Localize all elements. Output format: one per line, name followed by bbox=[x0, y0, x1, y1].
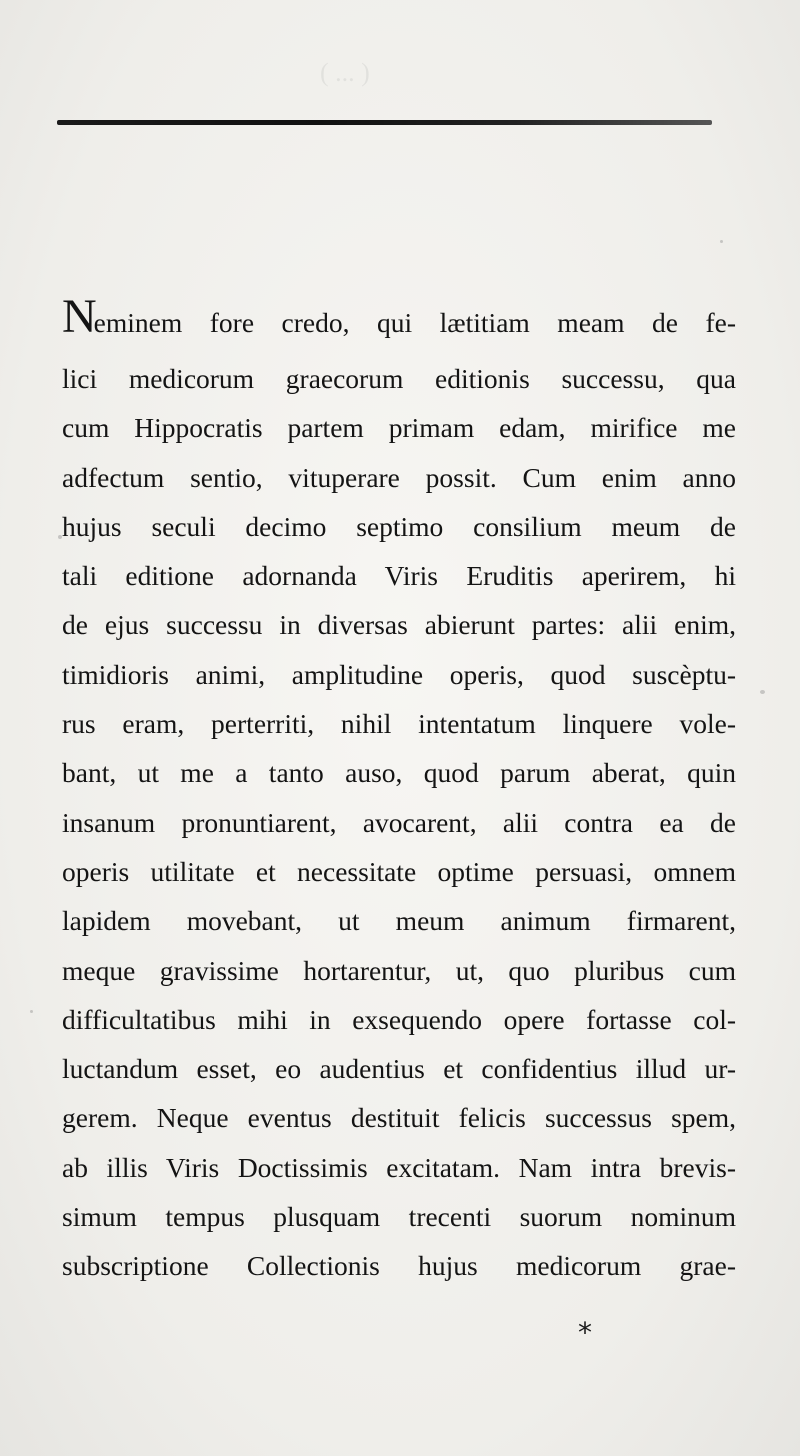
text-line: operis utilitate et necessitate optime persuasi, omnem bbox=[62, 855, 736, 887]
text-line: tali editione adornanda Viris Eruditis aperirem, hi bbox=[62, 560, 736, 592]
paper-speck bbox=[30, 1010, 33, 1013]
text-line: de ejus successu in diversas abierunt partes: alii enim, bbox=[62, 609, 736, 641]
paper-speck bbox=[760, 690, 765, 694]
text-line: difficultatibus mihi in exsequendo opere fortasse col- bbox=[62, 1003, 736, 1035]
text-line: timidioris animi, amplitudine operis, quod suscèptu- bbox=[62, 658, 736, 690]
text-line: ab illis Viris Doctissimis excitatam. Nam intra brevis- bbox=[62, 1151, 736, 1183]
header-rule bbox=[57, 120, 712, 125]
text-line-1-rest: eminem fore credo, qui lætitiam meam de fe- bbox=[93, 307, 736, 338]
text-line: lapidem movebant, ut meum animum firmarent, bbox=[62, 905, 736, 937]
text-line: luctandum esset, eo audentius et confidentius illud ur- bbox=[62, 1053, 736, 1085]
signature-mark: * bbox=[578, 1316, 592, 1349]
text-line: subscriptione Collectionis hujus medicorum grae- bbox=[62, 1250, 736, 1282]
text-line: adfectum sentio, vituperare possit. Cum enim anno bbox=[62, 461, 736, 493]
text-line-1 bbox=[62, 292, 736, 354]
body-text bbox=[62, 292, 736, 1291]
text-line: cum Hippocratis partem primam edam, mirifice me bbox=[62, 412, 736, 444]
text-line: rus eram, perterriti, nihil intentatum linquere vole- bbox=[62, 708, 736, 740]
text-line: lici medicorum graecorum editionis successu, qua bbox=[62, 363, 736, 394]
text-line: gerem. Neque eventus destituit felicis successus spem, bbox=[62, 1102, 736, 1134]
text-line: simum tempus plusquam trecenti suorum nominum bbox=[62, 1201, 736, 1233]
paper-speck bbox=[58, 535, 62, 539]
bleed-through-header: ( ... ) bbox=[320, 58, 370, 87]
text-line: insanum pronuntiarent, avocarent, alii contra ea de bbox=[62, 806, 736, 838]
text-line: hujus seculi decimo septimo consilium meum de bbox=[62, 510, 736, 542]
text-line: meque gravissime hortarentur, ut, quo pluribus cum bbox=[62, 954, 736, 986]
paper-speck bbox=[720, 240, 723, 243]
text-line: bant, ut me a tanto auso, quod parum aberat, quin bbox=[62, 757, 736, 789]
initial-letter: N bbox=[62, 290, 94, 343]
